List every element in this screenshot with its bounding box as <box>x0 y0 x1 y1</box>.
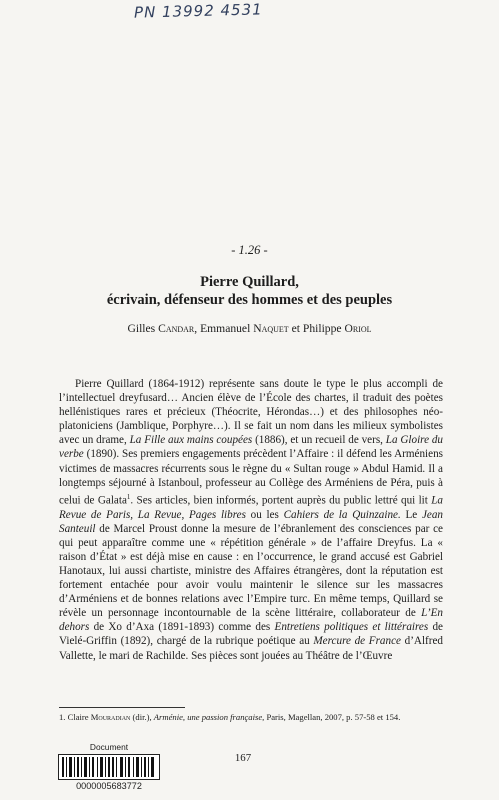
footnote-text: (dir.), <box>130 712 154 722</box>
work-title: La Fille aux mains coupées <box>129 434 253 447</box>
author-3-first: Philippe <box>302 322 342 335</box>
footnote-text: 1. Claire <box>59 712 91 722</box>
barcode-bars <box>59 755 159 779</box>
body-span: d’Alfred Vallette, le mari de Rachilde. Ses pièces sont jouées au Théâtre de l’Œuvre <box>59 635 443 662</box>
footnote-title: Arménie, une passion française <box>153 712 263 722</box>
body-span: de Marcel Proust donne la mesure de l’ébranlement des consciences par ce qui peut apparaître comme une « répétition générale » de l’affaire Dreyfus. La « raison d’État » est déjà mise en cause : en l’occurrence, le grand accusé est Gabriel Hanotaux, lui aussi chartiste, ministre des Affaires étrangères, dont la réputation est fortement entachée pour avoir voulu maintenir le silence sur les massacres d’Arméniens et de bonnes relations avec l’Empire turc. En même temps, Quillard se révèle un personnage incontournable de la scène littéraire, collaborateur de <box>59 522 443 620</box>
barcode-number: 0000005683772 <box>76 781 142 791</box>
archive-handwritten-mark: PN 13992 4531 <box>133 0 263 22</box>
body-span: (1886), et un recueil de vers, <box>252 434 386 447</box>
author-3-last: Oriol <box>344 322 372 335</box>
work-title: La Gloire du verbe <box>59 434 443 461</box>
body-span: (1890). Ses premiers engagements précèdent l’Affaire : il défend les Arméniens victimes de massacres récurrents sous le règne du « Sultan rouge » Abdul Hamid. Il a longtemps séjourné à Istanboul, professeur au Collège des Arméniens de Péra, puis à celui de Galata <box>59 448 443 507</box>
work-title: Jean Santeuil <box>59 508 443 535</box>
article-title <box>0 273 499 309</box>
body-span: . Ses articles, bien informés, portent auprès du public lettré qui lit <box>130 494 432 507</box>
author-1-last: Candar <box>158 322 195 335</box>
title-line-1: Pierre Quillard, <box>200 274 299 290</box>
footnote <box>59 712 443 723</box>
barcode <box>58 754 160 780</box>
body-span: de Xo d’Axa (1891-1893) comme des <box>89 621 275 634</box>
body-paragraph <box>59 377 443 663</box>
footnote-ref: 1 <box>126 492 131 501</box>
work-title: Cahiers de la Quinzaine. <box>283 508 401 521</box>
author-2-first: Emmanuel <box>200 322 251 335</box>
author-1-first: Gilles <box>127 322 156 335</box>
page-number: 167 <box>234 752 252 764</box>
author-line: Gilles Candar, Emmanuel Naquet et Philippe Oriol <box>127 322 372 335</box>
author-2-last: Naquet <box>253 322 289 335</box>
body-span: Pierre Quillard (1864-1912) représente sans doute le type le plus accompli de l’intellectuel dreyfusard… Ancien élève de l’École des chartes, il traduit des poètes hellénistiques rares et précieux (Théocrite, Hérondas…) et des philosophes néo-platoniciens (Jamblique, Porphyre…). Il se fait un nom dans les milieux symbolistes avec un drame, <box>59 378 443 447</box>
title-line-2: écrivain, défenseur des hommes et des peuples <box>106 292 393 308</box>
author-connector: et <box>291 322 300 335</box>
body-span: Le <box>400 508 422 521</box>
work-title: Entretiens politiques et littéraires <box>274 621 429 634</box>
work-title: Mercure de France <box>313 635 401 648</box>
footnote-author: Mouradian <box>90 712 131 722</box>
body-text <box>59 377 443 663</box>
footnote-rule <box>59 707 185 708</box>
barcode-label: Document <box>89 742 129 752</box>
footnote-text: , Paris, Magellan, 2007, p. 57-58 et 154. <box>262 712 401 722</box>
body-span: ou les <box>245 508 284 521</box>
body-span: de Vielé-Griffin (1892), chargé de la rubrique poétique au <box>59 621 444 648</box>
chapter-number: - 1.26 - <box>231 243 268 257</box>
work-title: L’En dehors <box>59 607 443 634</box>
work-title: La Revue de Paris, La Revue, Pages libres <box>59 494 443 521</box>
